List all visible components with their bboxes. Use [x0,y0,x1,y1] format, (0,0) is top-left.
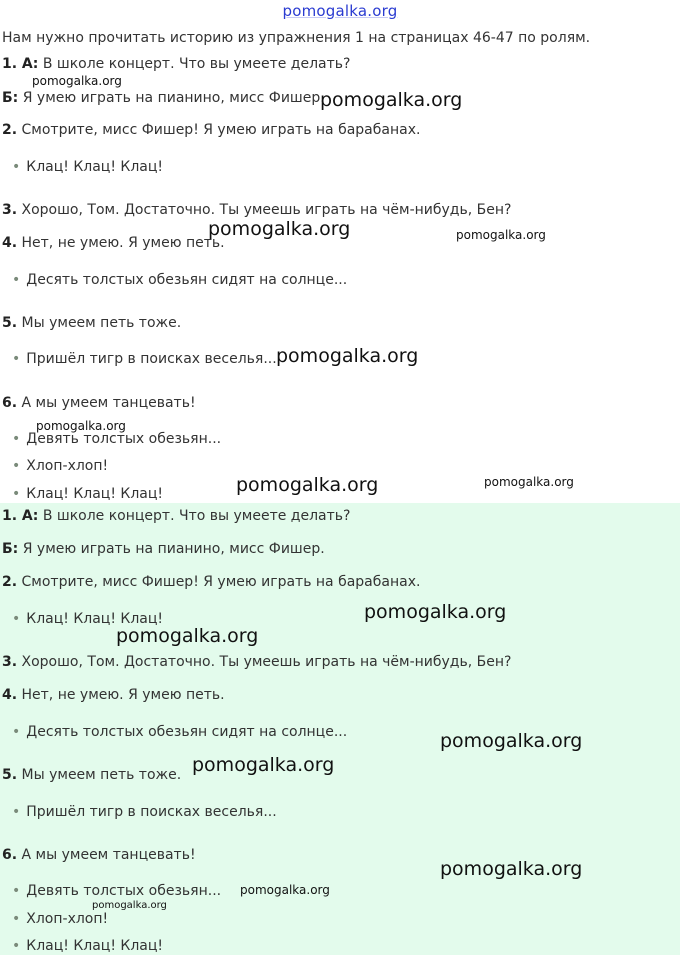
bullet-text: Десять толстых обезьян сидят на солнце... [26,272,348,288]
watermark: pomogalka.org [364,601,507,623]
bullet-text: Хлоп-хлоп! [26,458,109,474]
dialogue-bullet [12,486,163,502]
watermark: pomogalka.org [440,858,583,880]
watermark: pomogalka.org [276,345,419,367]
line-number: 4. [2,235,18,251]
bullet-dot-icon: • [12,804,21,820]
bullet-dot-icon: • [12,724,21,740]
bullet-dot-icon: • [12,458,21,474]
bullet-dot-icon: • [12,486,21,502]
site-logo-link[interactable]: pomogalka.org [282,2,398,20]
watermark: pomogalka.org [36,419,126,433]
dialogue-bullet [12,911,108,927]
bullet-dot-icon: • [12,272,21,288]
dialogue-line [2,654,511,670]
line-text: А мы умеем танцевать! [17,847,196,863]
page-header [0,0,680,24]
dialogue-bullet [12,431,221,447]
line-number: Б: [2,541,19,557]
line-text: В школе концерт. Что вы умеете делать? [38,508,351,524]
dialogue-line [2,687,225,703]
dialogue-bullet [12,351,277,367]
dialogue-line [2,235,225,251]
bullet-text: Девять толстых обезьян... [26,883,222,899]
bullet-dot-icon: • [12,911,21,927]
dialogue-bullet [12,272,347,288]
line-text: Смотрите, мисс Фишер! Я умею играть на барабанах. [17,574,421,590]
bullet-text: Клац! Клац! Клац! [26,611,163,627]
line-text: Нет, не умею. Я умею петь. [17,687,225,703]
dialogue-bullet [12,458,108,474]
line-text: А мы умеем танцевать! [17,395,196,411]
dialogue-line [2,574,420,590]
line-number: 6. [2,847,18,863]
line-text: Я умею играть на пианино, мисс Фишер. [18,541,325,557]
line-text: Мы умеем петь тоже. [17,767,182,783]
watermark: pomogalka.org [236,474,379,496]
line-number: 2. [2,574,18,590]
line-number: 5. [2,767,18,783]
dialogue-line [2,508,350,524]
dialogue-line [2,122,420,138]
line-text: Нет, не умею. Я умею петь. [17,235,225,251]
line-text: Хорошо, Том. Достаточно. Ты умеешь играть на чём-нибудь, Бен? [17,654,512,670]
bullet-dot-icon: • [12,159,21,175]
dialogue-line [2,767,181,783]
bullet-text: Хлоп-хлоп! [26,911,109,927]
line-number: 1. А: [2,56,39,72]
bullet-dot-icon: • [12,883,21,899]
line-text: Смотрите, мисс Фишер! Я умею играть на барабанах. [17,122,421,138]
bullet-text: Клац! Клац! Клац! [26,486,163,502]
line-number: 3. [2,202,18,218]
dialogue-bullet [12,804,277,820]
bullet-text: Пришёл тигр в поисках веселья... [26,351,277,367]
dialogue-line [2,90,325,106]
dialogue-line [2,395,196,411]
watermark: pomogalka.org [320,89,463,111]
line-number: 4. [2,687,18,703]
watermark: pomogalka.org [240,883,330,897]
bullet-dot-icon: • [12,351,21,367]
dialogue-bullet [12,724,347,740]
bullet-dot-icon: • [12,431,21,447]
bullet-text: Пришёл тигр в поисках веселья... [26,804,277,820]
line-text: Мы умеем петь тоже. [17,315,182,331]
dialogue-line [2,202,511,218]
watermark: pomogalka.org [116,625,259,647]
line-text: Я умею играть на пианино, мисс Фишер. [18,90,325,106]
dialogue-line [2,56,350,72]
bullet-text: Девять толстых обезьян... [26,431,222,447]
line-text: В школе концерт. Что вы умеете делать? [38,56,351,72]
bullet-text: Десять толстых обезьян сидят на солнце... [26,724,348,740]
dialogue-bullet [12,938,163,954]
dialogue-line [2,315,181,331]
bullet-dot-icon: • [12,611,21,627]
bullet-dot-icon: • [12,938,21,954]
intro-text: Нам нужно прочитать историю из упражнения 1 на страницах 46-47 по ролям. [2,30,591,46]
line-number: 6. [2,395,18,411]
dialogue-line [2,541,325,557]
watermark: pomogalka.org [484,475,574,489]
bullet-text: Клац! Клац! Клац! [26,159,163,175]
line-number: 1. А: [2,508,39,524]
dialogue-bullet [12,883,221,899]
line-number: 5. [2,315,18,331]
line-number: 2. [2,122,18,138]
watermark: pomogalka.org [92,900,167,911]
watermark: pomogalka.org [208,218,351,240]
dialogue-line [2,847,196,863]
watermark: pomogalka.org [440,730,583,752]
line-text: Хорошо, Том. Достаточно. Ты умеешь играть на чём-нибудь, Бен? [17,202,512,218]
line-number: Б: [2,90,19,106]
watermark: pomogalka.org [32,74,122,88]
bullet-text: Клац! Клац! Клац! [26,938,163,954]
dialogue-bullet [12,159,163,175]
watermark: pomogalka.org [456,228,546,242]
line-number: 3. [2,654,18,670]
watermark: pomogalka.org [192,754,335,776]
